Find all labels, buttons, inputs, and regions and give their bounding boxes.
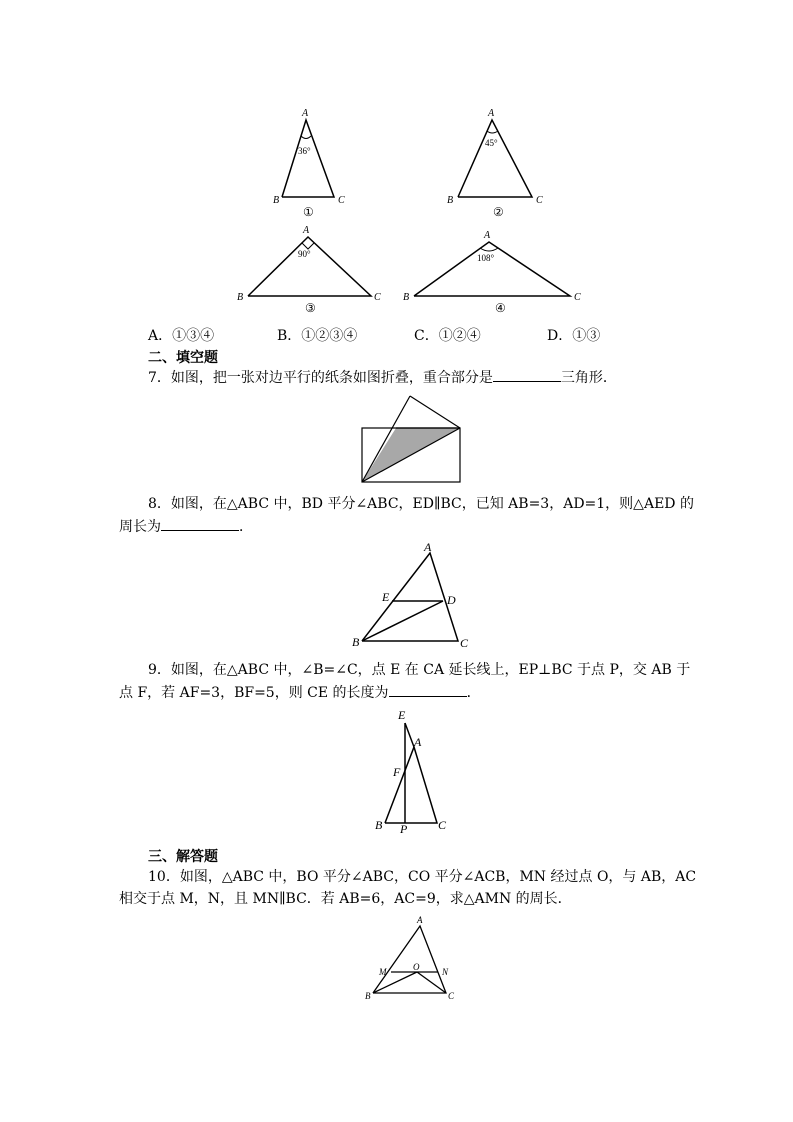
fig3-label-c: C	[374, 292, 381, 303]
q9-label-b: B	[375, 818, 383, 832]
fig4-label-a: A	[484, 230, 491, 241]
fig4-label-b: B	[403, 292, 410, 303]
q9-label-a: A	[414, 735, 422, 749]
question-10-line1: 10．如图，△ABC 中，BO 平分∠ABC，CO 平分∠ACB，MN 经过点 O，与 AB，AC	[148, 869, 697, 885]
fig2-label-b: B	[447, 195, 454, 206]
option-b[interactable]: B．①②③④	[277, 328, 358, 344]
q10-label-b: B	[365, 991, 371, 1001]
question-10-line2: 相交于点 M，N，且 MN∥BC．若 AB=6，AC=9，求△AMN 的周长．	[119, 891, 572, 907]
section-title-fill-blank: 二、填空题	[148, 350, 218, 366]
fig4-label-c: C	[574, 292, 581, 303]
fig1-label-c: C	[338, 195, 345, 206]
q9-label-c: C	[438, 818, 447, 832]
fig3-label-b: B	[237, 292, 244, 303]
fig4-number: ④	[495, 301, 506, 315]
option-c[interactable]: C．①②④	[414, 328, 481, 344]
fig3-number: ③	[305, 301, 316, 315]
question-8-line1: 8．如图，在△ABC 中，BD 平分∠ABC，ED∥BC，已知 AB=3，AD=1，则△AED 的	[148, 496, 694, 512]
q8-line2-text: 周长为	[119, 519, 161, 535]
question-9-line1: 9．如图，在△ABC 中，∠B=∠C，点 E 在 CA 延长线上，EP⊥BC 于点 P，交 AB 于	[148, 662, 691, 678]
q9-line2-end: ．	[466, 685, 481, 701]
option-a[interactable]: A．①③④	[148, 328, 215, 344]
q9-label-p: P	[400, 822, 408, 836]
q10-label-a: A	[417, 915, 423, 925]
option-d[interactable]: D．①③	[547, 328, 601, 344]
q10-label-n: N	[442, 967, 449, 977]
fig1-label-b: B	[273, 195, 280, 206]
fig3-label-a: A	[303, 225, 310, 236]
q10-label-o: O	[413, 962, 420, 972]
q8-label-c: C	[460, 636, 469, 650]
q7-text-before: 7．如图，把一张对边平行的纸条如图折叠，重合部分是	[148, 370, 493, 386]
q9-label-f: F	[393, 765, 401, 779]
section-title-answer: 三、解答题	[148, 849, 218, 865]
fig1-label-a: A	[302, 108, 309, 119]
fig2-angle: 45°	[485, 138, 498, 148]
fig2-label-a: A	[488, 108, 495, 119]
q8-label-d: D	[447, 593, 456, 607]
q10-label-c: C	[448, 991, 455, 1001]
fig3-angle: 90°	[298, 249, 311, 259]
fig1-number: ①	[303, 205, 314, 219]
fig1-angle: 36°	[298, 146, 311, 156]
q8-line2-end: ．	[239, 519, 253, 535]
fig4-angle: 108°	[477, 253, 495, 263]
q7-text-after: 三角形．	[560, 370, 617, 386]
q8-label-e: E	[382, 590, 390, 604]
q9-line2-text: 点 F，若 AF=3，BF=5，则 CE 的长度为	[119, 685, 389, 701]
fig2-label-c: C	[536, 195, 543, 206]
q9-label-e: E	[398, 708, 406, 722]
q8-label-a: A	[424, 540, 432, 554]
fig2-number: ②	[493, 205, 504, 219]
q10-label-m: M	[379, 967, 387, 977]
q8-label-b: B	[352, 635, 360, 649]
